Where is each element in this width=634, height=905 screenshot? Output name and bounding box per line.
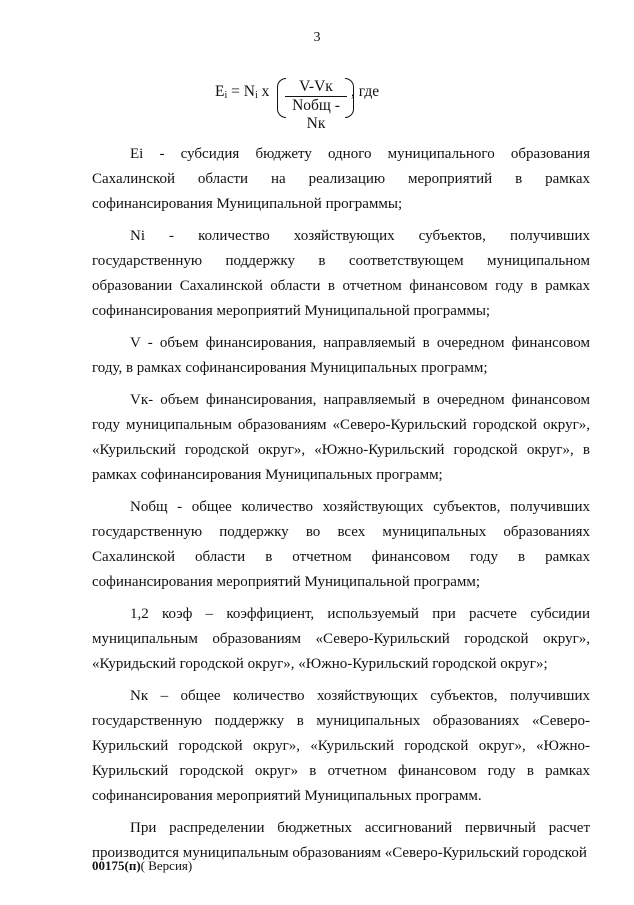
paragraph-line: рамках софинансирования Муниципальных программ; [92,467,443,483]
paragraph-line: софинансирования Муниципальной программы; [92,196,403,212]
paragraph [92,602,590,677]
paragraph-line: году муниципальным образованиям «Северо-Курильский городской округ», [92,417,590,433]
paragraph-line: софинансирования мероприятий Муниципальной программы; [92,303,491,319]
document-footer [92,858,192,874]
document-code: 00175(п) [92,858,141,873]
paragraph-line: Сахалинской области на реализацию мероприятий в рамках [92,171,590,187]
paragraph-line: V - объем финансирования, направляемый в очередном финансовом [130,335,590,351]
paragraph-line: муниципальным образованиям «Северо-Курильский городской округ», [92,631,590,647]
paragraph [92,495,590,595]
paragraph [92,142,590,217]
formula-tail: , где [351,83,380,100]
paragraph-line: «Куридьский городской округ», «Южно-Курильский городской округ»; [92,656,548,672]
paragraph [92,388,590,488]
paragraph-line: государственную поддержку в соответствующем муниципальном [92,253,590,269]
paragraph-line: 1,2 коэф – коэффициент, используемый при расчете субсидии [130,606,590,622]
paragraph-line: образовании Сахалинской области в отчетном финансовом году в рамках [92,278,590,294]
paragraph-line: Nк – общее количество хозяйствующих субъектов, получивших [130,688,590,704]
paragraph [92,224,590,324]
formula-numerator: V-Vк [285,78,347,97]
paragraph-line: Nобщ - общее количество хозяйствующих субъектов, получивших [130,499,590,515]
paragraph-line: году, в рамках софинансирования Муниципальных программ; [92,360,488,376]
formula-fraction [285,78,347,132]
document-version: ( Версия) [140,858,193,873]
paragraph-line: Курильский городской округ» в отчетном финансовом году в рамках [92,763,590,779]
page-number: 3 [313,30,321,45]
paragraph-line: государственную поддержку в муниципальных образованиях «Северо- [92,713,590,729]
formula-lhs: $E_i = N_i$ x [215,83,270,101]
paragraph-line: производится муниципальным образованиям «Северо-Курильский городской [92,845,587,861]
paragraph-line: Ni - количество хозяйствующих субъектов, получивших [130,228,590,244]
formula-denominator: Nобщ - Nк [292,97,340,132]
paragraph-line: Vк- объем финансирования, направляемый в очередном финансовом [130,392,590,408]
paragraph [92,684,590,809]
paragraph-line: софинансирования мероприятий Муниципальных программ. [92,788,482,804]
paragraph-line: государственную поддержку во всех муниципальных образованиях [92,524,590,540]
paragraph-line: софинансирования мероприятий Муниципальной программ; [92,574,481,590]
paragraph-line: Курильский городской округ», «Курильский городской округ», «Южно- [92,738,590,754]
paragraph-line: Сахалинской области в отчетном финансовом году в рамках [92,549,590,565]
paragraph-line: При распределении бюджетных ассигнований первичный расчет [130,820,590,836]
paragraph-line: «Курильский городской округ», «Южно-Курильский городской округ», в [92,442,590,458]
paragraph [92,331,590,381]
document-body [92,142,590,873]
paragraph-line: Ei - субсидия бюджету одного муниципального образования [130,146,590,162]
